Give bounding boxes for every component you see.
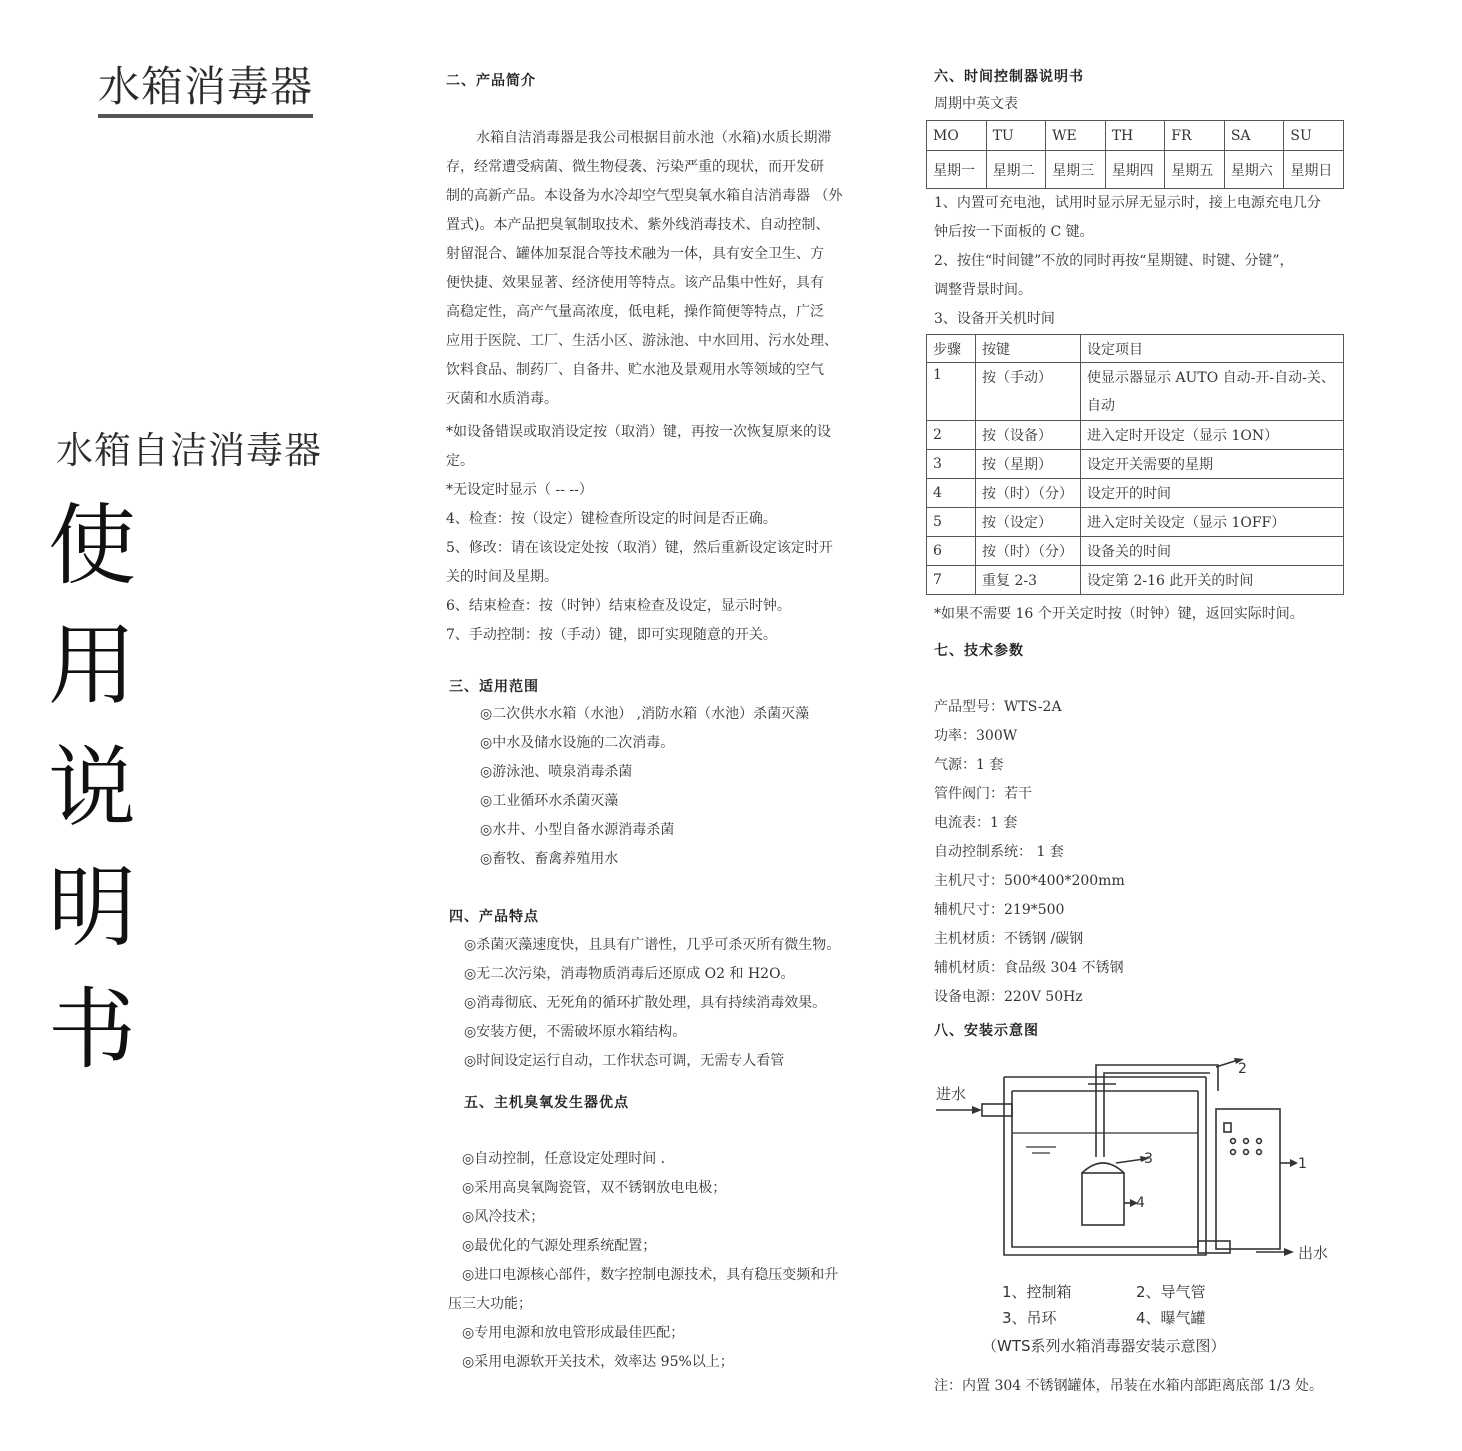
timer-notes [934, 189, 1321, 334]
tank-outer-wall [1004, 1077, 1206, 1255]
intro-line: 存，经常遭受病菌、微生物侵袭、污染严重的现状，而开发研 [446, 159, 824, 175]
table-row [927, 508, 1344, 537]
marker-2: 2 [1238, 1061, 1247, 1077]
week-cell: 星期二 [986, 151, 1046, 189]
intro-line: 灭菌和水质消毒。 [446, 391, 558, 407]
cover-subtitle: 水箱自洁消毒器 [56, 429, 322, 472]
spec-item: 电流表：1 套 [934, 815, 1018, 831]
week-cell: FR [1165, 121, 1225, 151]
spec-item: 主机尺寸：500*400*200mm [934, 873, 1125, 889]
intro-line: 水箱自洁消毒器是我公司根据目前水池（水箱)水质长期滞 [476, 130, 832, 146]
note-line: 定。 [446, 453, 474, 469]
table-row [927, 537, 1344, 566]
list-item: ◎消毒彻底、无死角的循环扩散处理，具有持续消毒效果。 [464, 995, 827, 1011]
install-heading: 八、安装示意图 [934, 1023, 1039, 1039]
table-cell: 设定第 2-16 此开关的时间 [1081, 566, 1344, 595]
note-line: 4、检查：按（设定）键检查所设定的时间是否正确。 [446, 511, 777, 527]
list-item: ◎游泳池、喷泉消毒杀菌 [480, 764, 633, 780]
table-cell: 按（手动） [976, 363, 1081, 421]
table-header: 设定项目 [1081, 335, 1344, 363]
table-cell: 按（设定） [976, 508, 1081, 537]
spec-item: 气源：1 套 [934, 757, 1004, 773]
manual-char-5: 书 [48, 978, 137, 1081]
week-table [926, 120, 1344, 189]
table-cell: 5 [927, 508, 976, 537]
table-cell: 设备关的时间 [1081, 537, 1344, 566]
table-cell: 2 [927, 421, 976, 450]
table-cell: 按（星期） [976, 450, 1081, 479]
specs-heading: 七、技术参数 [934, 643, 1024, 659]
list-item: ◎自动控制，任意设定处理时间 . [462, 1151, 666, 1167]
table-row [927, 421, 1344, 450]
timer-footnote: *如果不需要 16 个开关定时按（时钟）键，返回实际时间。 [934, 606, 1304, 622]
week-cell: WE [1046, 121, 1106, 151]
table-cell: 按（时）（分） [976, 479, 1081, 508]
week-cell: 星期一 [927, 151, 987, 189]
list-item: ◎最优化的气源处理系统配置； [462, 1238, 657, 1254]
note-line: 5、修改：请在该设定处按（取消）键，然后重新设定该定时开 [446, 540, 833, 556]
table-cell: 设定开关需要的星期 [1081, 450, 1344, 479]
marker-1: 1 [1298, 1156, 1307, 1172]
table-cell: 进入定时开设定（显示 1ON） [1081, 421, 1344, 450]
steps-table [926, 334, 1344, 595]
note-line: 3、设备开关机时间 [934, 311, 1055, 327]
intro-line: 便快捷、效果显著、经济使用等特点。该产品集中性好，具有 [446, 275, 824, 291]
installation-diagram [926, 1055, 1356, 1365]
week-row-cn [927, 151, 1344, 189]
table-header: 步骤 [927, 335, 976, 363]
table-cell: 设定开的时间 [1081, 479, 1344, 508]
list-item: ◎专用电源和放电管形成最佳匹配； [462, 1325, 685, 1341]
table-cell-line: 使显示器显示 AUTO 自动-开-自动-关、 [1087, 369, 1335, 386]
features-heading: 四、产品特点 [449, 909, 539, 925]
table-cell: 6 [927, 537, 976, 566]
advantages-list [448, 1145, 839, 1377]
week-cell: SU [1284, 121, 1344, 151]
spec-item: 自动控制系统： 1 套 [934, 844, 1064, 860]
note-line: 调整背景时间。 [934, 282, 1032, 298]
table-row [927, 450, 1344, 479]
week-cell: 星期三 [1046, 151, 1106, 189]
cover-title: 水箱消毒器 [98, 62, 313, 118]
advantages-heading: 五、主机臭氧发生器优点 [464, 1095, 629, 1111]
manual-char-2: 用 [48, 614, 137, 717]
list-item: ◎安装方便，不需破坏原水箱结构。 [464, 1024, 687, 1040]
week-cell: TH [1105, 121, 1165, 151]
manual-char-1: 使 [48, 494, 137, 597]
list-item: ◎时间设定运行自动，工作状态可调，无需专人看管 [464, 1053, 785, 1069]
note-line: 2、按住“时间键”不放的同时再按“星期键、时键、分键”， [934, 253, 1294, 269]
legend-gas-tube: 2、导气管 [1136, 1283, 1206, 1301]
week-cell: 星期五 [1165, 151, 1225, 189]
spec-item: 管件阀门：若干 [934, 786, 1032, 802]
spec-item: 功率：300W [934, 728, 1018, 744]
scope-list [480, 700, 809, 874]
legend-control-box: 1、控制箱 [1002, 1283, 1072, 1301]
week-cell: SA [1224, 121, 1284, 151]
table-cell-line: 自动 [1087, 397, 1115, 414]
list-item: ◎工业循环水杀菌灭藻 [480, 793, 619, 809]
note-line: *无设定时显示（ -- --） [446, 482, 593, 498]
specs-list [934, 693, 1125, 1012]
list-item: ◎二次供水水箱（水池） ,消防水箱（水池）杀菌灭藻 [480, 706, 810, 722]
list-item: ◎水井、小型自备水源消毒杀菌 [480, 822, 675, 838]
table-cell: 7 [927, 566, 976, 595]
table-cell: 重复 2-3 [976, 566, 1081, 595]
list-item: 压三大功能； [448, 1296, 532, 1312]
spec-item: 辅机材质：食品级 304 不锈钢 [934, 960, 1124, 976]
intro-paragraph [446, 124, 866, 650]
note-line: *如设备错误或取消设定按（取消）键，再按一次恢复原来的设 [446, 424, 831, 440]
table-cell: 按（设备） [976, 421, 1081, 450]
week-row-en [927, 121, 1344, 151]
table-cell: 进入定时关设定（显示 1OFF） [1081, 508, 1344, 537]
week-cell: 星期日 [1284, 151, 1344, 189]
legend-lifting-ring: 3、吊环 [1002, 1309, 1057, 1327]
week-cell: TU [986, 121, 1046, 151]
list-item: ◎杀菌灭藻速度快，且具有广谱性，几乎可杀灭所有微生物。 [464, 937, 841, 953]
intro-line: 射留混合、罐体加泵混合等技术融为一体，具有安全卫生、方 [446, 246, 824, 262]
outlet-label: 出水 [1298, 1244, 1329, 1262]
table-cell: 3 [927, 450, 976, 479]
spec-item: 产品型号：WTS-2A [934, 699, 1062, 715]
note-line: 关的时间及星期。 [446, 569, 558, 585]
features-list [464, 931, 840, 1076]
timer-heading: 六、时间控制器说明书 [934, 69, 1084, 85]
diagram-caption: （WTS系列水箱消毒器安装示意图） [982, 1337, 1226, 1355]
inlet-label: 进水 [936, 1085, 967, 1103]
list-item: ◎风冷技术； [462, 1209, 545, 1225]
steps-header-row [927, 335, 1344, 363]
list-item: ◎采用高臭氧陶瓷管，双不锈钢放电电极； [462, 1180, 727, 1196]
install-note: 注：内置 304 不锈钢罐体，吊装在水箱内部距离底部 1/3 处。 [934, 1378, 1324, 1394]
intro-line: 制的高新产品。本设备为水冷却空气型臭氧水箱自洁消毒器 （外 [446, 188, 843, 204]
intro-line: 高稳定性，高产气量高浓度，低电耗，操作简便等特点，广泛 [446, 304, 824, 320]
list-item: ◎无二次污染，消毒物质消毒后还原成 O2 和 H2O。 [464, 966, 795, 982]
table-cell: 按（时）（分） [976, 537, 1081, 566]
list-item: ◎畜牧、畜禽养殖用水 [480, 851, 619, 867]
intro-line: 应用于医院、工厂、生活小区、游泳池、中水回用、污水处理、 [446, 333, 838, 349]
table-row [927, 363, 1344, 421]
spec-item: 辅机尺寸：219*500 [934, 902, 1065, 918]
week-cell: MO [927, 121, 987, 151]
spec-item: 主机材质：不锈钢 /碳钢 [934, 931, 1084, 947]
week-cell: 星期四 [1105, 151, 1165, 189]
table-row [927, 566, 1344, 595]
intro-line: 饮料食品、制药厂、自备井、贮水池及景观用水等领域的空气 [446, 362, 824, 378]
list-item: ◎进口电源核心部件，数字控制电源技术，具有稳压变频和升 [462, 1267, 839, 1283]
spec-item: 设备电源：220V 50Hz [934, 989, 1083, 1005]
note-line: 1、内置可充电池，试用时显示屏无显示时，接上电源充电几分 [934, 195, 1321, 211]
table-cell: 4 [927, 479, 976, 508]
intro-line: 置式)。本产品把臭氧制取技术、紫外线消毒技术、自动控制、 [446, 217, 830, 233]
list-item: ◎采用电源软开关技术，效率达 95%以上； [462, 1354, 734, 1370]
tank-inner-wall [1012, 1091, 1198, 1247]
table-cell [1081, 363, 1344, 421]
note-line: 钟后按一下面板的 C 键。 [934, 224, 1094, 240]
intro-heading: 二、产品简介 [446, 73, 536, 89]
scope-heading: 三、适用范围 [449, 679, 539, 695]
manual-char-3: 说 [48, 736, 137, 839]
table-cell: 1 [927, 363, 976, 421]
week-cell: 星期六 [1224, 151, 1284, 189]
list-item: ◎中水及储水设施的二次消毒。 [480, 735, 675, 751]
legend-aeration-tank: 4、曝气罐 [1136, 1309, 1206, 1327]
marker-3: 3 [1144, 1151, 1153, 1167]
note-line: 6、结束检查：按（时钟）结束检查及设定，显示时钟。 [446, 598, 791, 614]
marker-4: 4 [1136, 1195, 1145, 1211]
week-caption: 周期中英文表 [934, 96, 1018, 112]
table-header: 按键 [976, 335, 1081, 363]
note-line: 7、手动控制：按（手动）键，即可实现随意的开关。 [446, 627, 777, 643]
manual-char-4: 明 [48, 856, 137, 959]
table-row [927, 479, 1344, 508]
